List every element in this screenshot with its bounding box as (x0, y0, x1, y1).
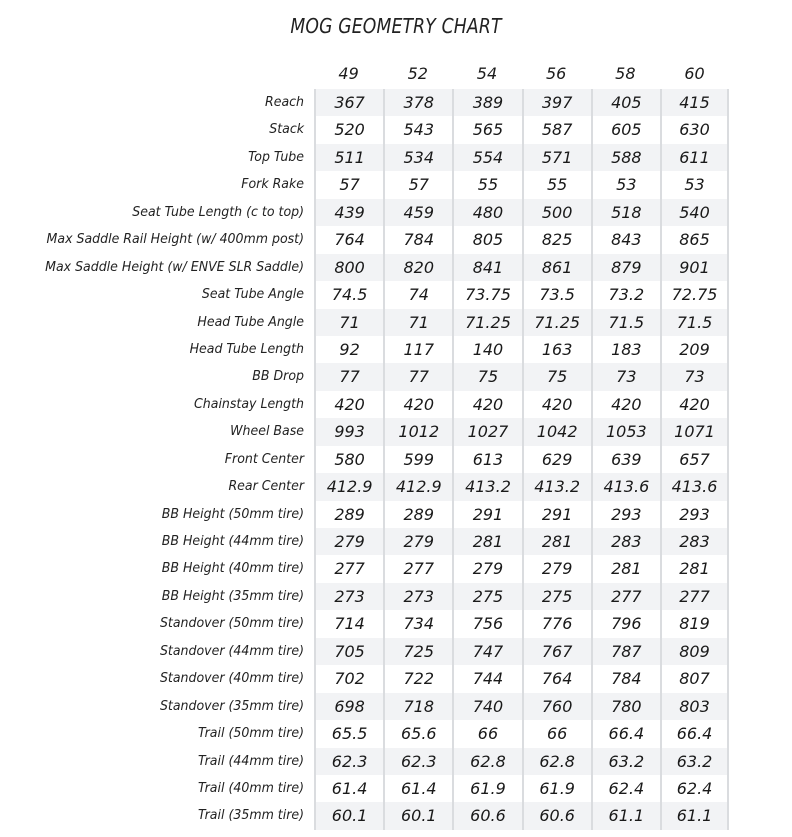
table-cell: 61.1 (591, 802, 660, 829)
row-values (314, 528, 729, 555)
table-cell: 776 (522, 610, 591, 637)
row-label: Rear Center (228, 478, 304, 495)
table-cell: 413.2 (452, 473, 521, 500)
size-header-52: 52 (407, 64, 428, 83)
table-cell: 705 (314, 638, 383, 665)
table-cell: 420 (314, 391, 383, 418)
row-values (314, 418, 729, 445)
table-cell: 397 (522, 89, 591, 116)
table-row (0, 226, 792, 253)
table-cell: 599 (383, 446, 452, 473)
table-cell: 62.4 (591, 775, 660, 802)
table-cell: 53 (660, 171, 729, 198)
table-cell: 63.2 (660, 748, 729, 775)
row-label: Wheel Base (230, 423, 304, 440)
size-header-58: 58 (615, 64, 636, 83)
table-cell: 420 (660, 391, 729, 418)
table-cell: 784 (591, 665, 660, 692)
table-cell: 279 (383, 528, 452, 555)
row-label: Standover (44mm tire) (159, 642, 304, 659)
table-row (0, 199, 792, 226)
table-cell: 73.75 (452, 281, 521, 308)
table-cell: 66.4 (660, 720, 729, 747)
table-cell: 412.9 (383, 473, 452, 500)
table-cell: 293 (591, 501, 660, 528)
table-cell: 413.6 (660, 473, 729, 500)
table-cell: 117 (383, 336, 452, 363)
table-cell: 764 (522, 665, 591, 692)
row-values (314, 254, 729, 281)
row-values (314, 610, 729, 637)
table-cell: 291 (522, 501, 591, 528)
table-cell: 281 (522, 528, 591, 555)
table-cell: 630 (660, 116, 729, 143)
chart-title: MOG GEOMETRY CHART (290, 14, 502, 38)
row-values (314, 693, 729, 720)
row-values (314, 363, 729, 390)
table-cell: 480 (452, 199, 521, 226)
table-cell: 1027 (452, 418, 521, 445)
table-cell: 843 (591, 226, 660, 253)
table-cell: 580 (314, 446, 383, 473)
table-cell: 66.4 (591, 720, 660, 747)
table-cell: 293 (660, 501, 729, 528)
table-cell: 879 (591, 254, 660, 281)
table-cell: 277 (660, 583, 729, 610)
table-cell: 734 (383, 610, 452, 637)
table-cell: 993 (314, 418, 383, 445)
row-label: Standover (50mm tire) (159, 615, 304, 632)
table-cell: 62.8 (452, 748, 521, 775)
row-label: Max Saddle Rail Height (w/ 400mm post) (46, 231, 305, 248)
table-cell: 764 (314, 226, 383, 253)
table-cell: 459 (383, 199, 452, 226)
table-row (0, 446, 792, 473)
table-cell: 841 (452, 254, 521, 281)
table-cell: 1012 (383, 418, 452, 445)
row-values (314, 89, 729, 116)
table-cell: 273 (383, 583, 452, 610)
table-cell: 657 (660, 446, 729, 473)
table-cell: 1053 (591, 418, 660, 445)
table-cell: 540 (660, 199, 729, 226)
table-cell: 55 (522, 171, 591, 198)
table-cell: 281 (660, 555, 729, 582)
table-cell: 543 (383, 116, 452, 143)
row-label: Fork Rake (241, 176, 304, 193)
row-label: Trail (35mm tire) (197, 807, 304, 824)
table-cell: 75 (522, 363, 591, 390)
table-cell: 279 (452, 555, 521, 582)
table-cell: 809 (660, 638, 729, 665)
table-row (0, 418, 792, 445)
table-cell: 767 (522, 638, 591, 665)
row-label: Stack (269, 121, 304, 138)
table-cell: 75 (452, 363, 521, 390)
table-cell: 281 (452, 528, 521, 555)
table-row (0, 254, 792, 281)
table-cell: 500 (522, 199, 591, 226)
table-cell: 611 (660, 144, 729, 171)
table-cell: 140 (452, 336, 521, 363)
table-cell: 1042 (522, 418, 591, 445)
table-cell: 289 (383, 501, 452, 528)
table-cell: 534 (383, 144, 452, 171)
table-cell: 61.9 (522, 775, 591, 802)
table-cell: 277 (591, 583, 660, 610)
table-cell: 163 (522, 336, 591, 363)
table-row (0, 638, 792, 665)
table-cell: 57 (314, 171, 383, 198)
table-cell: 61.1 (660, 802, 729, 829)
size-header-row (314, 60, 729, 88)
row-label: Top Tube (248, 148, 304, 165)
row-values (314, 336, 729, 363)
table-cell: 275 (522, 583, 591, 610)
table-cell: 613 (452, 446, 521, 473)
row-values (314, 638, 729, 665)
row-label: Head Tube Angle (197, 313, 304, 330)
size-header-60: 60 (684, 64, 705, 83)
row-values (314, 583, 729, 610)
table-row (0, 693, 792, 720)
table-cell: 718 (383, 693, 452, 720)
table-cell: 587 (522, 116, 591, 143)
table-row (0, 555, 792, 582)
row-label: BB Height (35mm tire) (161, 587, 304, 604)
table-row (0, 309, 792, 336)
row-values (314, 309, 729, 336)
table-row (0, 748, 792, 775)
table-cell: 784 (383, 226, 452, 253)
row-label: Trail (40mm tire) (197, 779, 304, 796)
row-label: Head Tube Length (189, 340, 304, 357)
table-cell: 73 (660, 363, 729, 390)
table-row (0, 363, 792, 390)
table-cell: 714 (314, 610, 383, 637)
table-row (0, 89, 792, 116)
row-label: Reach (264, 94, 304, 110)
table-cell: 279 (522, 555, 591, 582)
table-cell: 62.8 (522, 748, 591, 775)
table-cell: 73.2 (591, 281, 660, 308)
table-cell: 61.4 (314, 775, 383, 802)
row-label: Front Center (224, 450, 304, 467)
table-cell: 60.1 (383, 802, 452, 829)
size-header-49: 49 (338, 64, 359, 83)
table-cell: 629 (522, 446, 591, 473)
row-label: Seat Tube Length (c to top) (132, 203, 304, 220)
row-label: BB Height (40mm tire) (161, 560, 304, 577)
table-cell: 760 (522, 693, 591, 720)
table-cell: 415 (660, 89, 729, 116)
row-values (314, 748, 729, 775)
table-cell: 77 (383, 363, 452, 390)
table-cell: 571 (522, 144, 591, 171)
table-cell: 65.6 (383, 720, 452, 747)
table-cell: 273 (314, 583, 383, 610)
table-cell: 725 (383, 638, 452, 665)
table-cell: 825 (522, 226, 591, 253)
table-row (0, 610, 792, 637)
table-cell: 283 (591, 528, 660, 555)
row-values (314, 775, 729, 802)
row-values (314, 171, 729, 198)
table-cell: 901 (660, 254, 729, 281)
table-cell: 277 (383, 555, 452, 582)
table-cell: 420 (452, 391, 521, 418)
geometry-table (0, 89, 792, 830)
row-values (314, 473, 729, 500)
table-cell: 420 (522, 391, 591, 418)
table-row (0, 720, 792, 747)
table-cell: 420 (383, 391, 452, 418)
table-row (0, 391, 792, 418)
row-values (314, 720, 729, 747)
table-cell: 279 (314, 528, 383, 555)
row-values (314, 144, 729, 171)
table-cell: 71 (314, 309, 383, 336)
table-cell: 77 (314, 363, 383, 390)
table-cell: 796 (591, 610, 660, 637)
table-cell: 73 (591, 363, 660, 390)
row-label: Trail (44mm tire) (197, 752, 304, 769)
row-values (314, 226, 729, 253)
table-cell: 62.4 (660, 775, 729, 802)
table-cell: 807 (660, 665, 729, 692)
table-cell: 412.9 (314, 473, 383, 500)
table-cell: 57 (383, 171, 452, 198)
table-row (0, 665, 792, 692)
table-row (0, 501, 792, 528)
table-cell: 787 (591, 638, 660, 665)
size-header-54: 54 (476, 64, 498, 83)
table-cell: 439 (314, 199, 383, 226)
table-cell: 62.3 (383, 748, 452, 775)
table-cell: 60.6 (522, 802, 591, 829)
table-cell: 60.6 (452, 802, 521, 829)
table-cell: 275 (452, 583, 521, 610)
table-cell: 74 (383, 281, 452, 308)
table-cell: 367 (314, 89, 383, 116)
row-values (314, 555, 729, 582)
table-cell: 702 (314, 665, 383, 692)
table-cell: 805 (452, 226, 521, 253)
table-cell: 554 (452, 144, 521, 171)
table-cell: 639 (591, 446, 660, 473)
table-cell: 565 (452, 116, 521, 143)
table-cell: 698 (314, 693, 383, 720)
row-label: BB Height (50mm tire) (161, 505, 304, 522)
row-label: BB Height (44mm tire) (161, 533, 304, 549)
row-values (314, 665, 729, 692)
table-row (0, 144, 792, 171)
table-row (0, 171, 792, 198)
row-label: Chainstay Length (194, 395, 304, 412)
row-label: Trail (50mm tire) (197, 725, 304, 742)
table-row (0, 116, 792, 143)
table-cell: 62.3 (314, 748, 383, 775)
table-cell: 800 (314, 254, 383, 281)
table-cell: 413.6 (591, 473, 660, 500)
table-cell: 71.5 (660, 309, 729, 336)
size-header-56: 56 (545, 64, 567, 83)
table-cell: 378 (383, 89, 452, 116)
table-cell: 740 (452, 693, 521, 720)
table-cell: 71.25 (522, 309, 591, 336)
table-cell: 291 (452, 501, 521, 528)
table-cell: 55 (452, 171, 521, 198)
row-values (314, 802, 729, 829)
table-cell: 281 (591, 555, 660, 582)
table-cell: 865 (660, 226, 729, 253)
table-row (0, 775, 792, 802)
row-values (314, 199, 729, 226)
table-cell: 413.2 (522, 473, 591, 500)
table-cell: 92 (314, 336, 383, 363)
table-cell: 71.5 (591, 309, 660, 336)
table-cell: 53 (591, 171, 660, 198)
table-row (0, 528, 792, 555)
table-cell: 518 (591, 199, 660, 226)
table-row (0, 473, 792, 500)
table-cell: 780 (591, 693, 660, 720)
row-label: Max Saddle Height (w/ ENVE SLR Saddle) (45, 258, 304, 275)
table-cell: 71.25 (452, 309, 521, 336)
row-label: BB Drop (252, 368, 304, 385)
table-cell: 73.5 (522, 281, 591, 308)
row-label: Seat Tube Angle (201, 286, 304, 303)
table-cell: 747 (452, 638, 521, 665)
table-row (0, 281, 792, 308)
table-cell: 209 (660, 336, 729, 363)
table-row (0, 583, 792, 610)
table-cell: 820 (383, 254, 452, 281)
table-cell: 744 (452, 665, 521, 692)
table-cell: 65.5 (314, 720, 383, 747)
table-cell: 183 (591, 336, 660, 363)
table-cell: 389 (452, 89, 521, 116)
table-cell: 74.5 (314, 281, 383, 308)
table-cell: 803 (660, 693, 729, 720)
row-values (314, 116, 729, 143)
table-cell: 520 (314, 116, 383, 143)
table-cell: 66 (452, 720, 521, 747)
table-cell: 63.2 (591, 748, 660, 775)
table-cell: 722 (383, 665, 452, 692)
table-cell: 420 (591, 391, 660, 418)
row-values (314, 391, 729, 418)
table-row (0, 802, 792, 829)
table-cell: 61.9 (452, 775, 521, 802)
table-cell: 60.1 (314, 802, 383, 829)
table-cell: 588 (591, 144, 660, 171)
row-values (314, 281, 729, 308)
table-cell: 72.75 (660, 281, 729, 308)
table-cell: 61.4 (383, 775, 452, 802)
table-cell: 405 (591, 89, 660, 116)
row-label: Standover (35mm tire) (159, 697, 304, 714)
table-cell: 861 (522, 254, 591, 281)
table-cell: 66 (522, 720, 591, 747)
table-cell: 1071 (660, 418, 729, 445)
row-values (314, 501, 729, 528)
table-cell: 605 (591, 116, 660, 143)
table-row (0, 336, 792, 363)
table-cell: 71 (383, 309, 452, 336)
table-cell: 756 (452, 610, 521, 637)
row-values (314, 446, 729, 473)
table-cell: 277 (314, 555, 383, 582)
table-cell: 283 (660, 528, 729, 555)
table-cell: 511 (314, 144, 383, 171)
table-cell: 289 (314, 501, 383, 528)
table-cell: 819 (660, 610, 729, 637)
row-label: Standover (40mm tire) (159, 670, 304, 687)
